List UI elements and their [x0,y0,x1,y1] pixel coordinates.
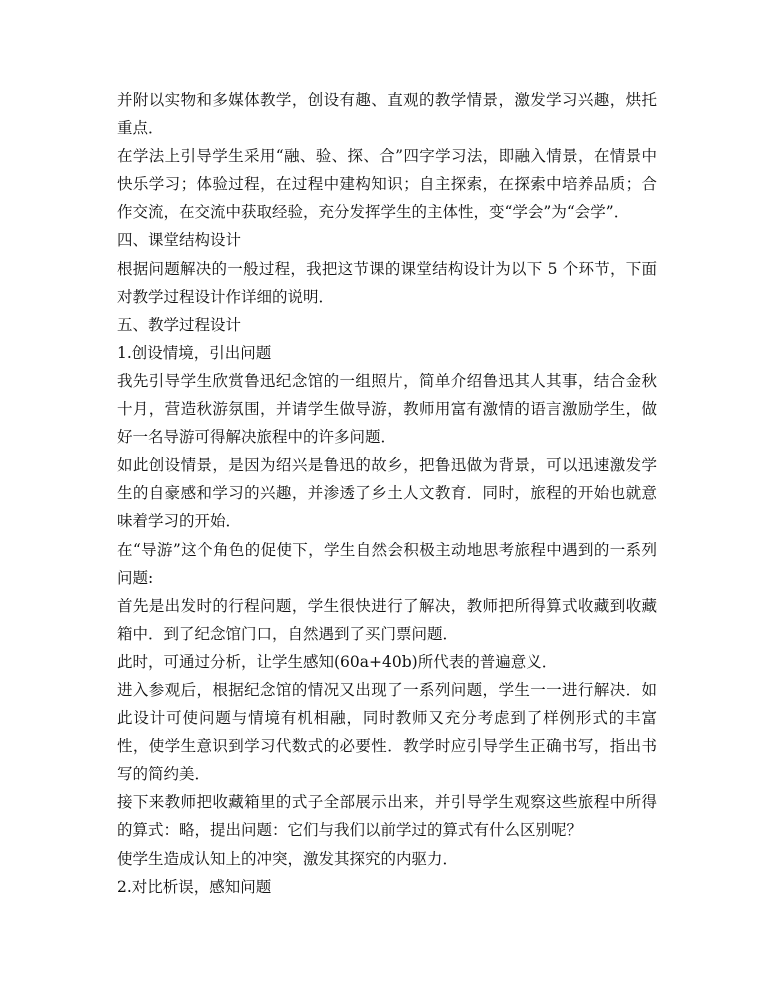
text-line: 问题: [117,568,154,587]
text-line: 在学法上引导学生采用“融、验、探、合”四字学习法，即融入情景，在情景中 [117,147,657,166]
text-line: 对教学过程设计作详细的说明． [117,287,335,306]
text-line: 2.对比析误，感知问题 [117,877,272,896]
text-line: 生的自豪感和学习的兴趣，并渗透了乡土人文教育．同时，旅程的开始也就意 [117,484,657,503]
text-line: 如此创设情景，是因为绍兴是鲁迅的故乡，把鲁迅做为背景，可以迅速激发学 [117,456,657,475]
text-line: 十月，营造秋游氛围，并请学生做导游，教师用富有激情的语言激励学生，做 [117,400,657,419]
text-line: 作交流，在交流中获取经验，充分发挥学生的主体性，变“学会”为“会学”． [117,203,630,222]
text-line: 好一名导游可得解决旅程中的许多问题． [117,428,397,447]
text-line: 此时，可通过分析，让学生感知(60a+40b)所代表的普遍意义． [117,652,558,671]
text-line: 性，使学生意识到学习代数式的必要性．教学时应引导学生正确书写，指出书 [117,737,657,756]
text-line: 的算式：略，提出问题：它们与我们以前学过的算式有什么区别呢？ [117,821,583,840]
document-body [117,86,657,901]
text-line: 使学生造成认知上的冲突，激发其探究的内驱力． [117,849,459,868]
text-line: 快乐学习；体验过程，在过程中建构知识；自主探索，在探索中培养品质；合 [117,175,657,194]
text-line: 箱中．到了纪念馆门口，自然遇到了买门票问题． [117,624,459,643]
text-line: 重点． [117,119,164,138]
text-line: 进入参观后，根据纪念馆的情况又出现了一系列问题，学生一一进行解决．如 [117,680,657,699]
text-line: 味着学习的开始． [117,512,242,531]
text-line: 此设计可使问题与情境有机相融，同时教师又充分考虑到了样例形式的丰富 [117,709,657,728]
text-line: 根据问题解决的一般过程，我把这节课的课堂结构设计为以下 5 个环节，下面 [117,259,657,278]
text-line: 五、教学过程设计 [117,315,242,334]
text-line: 接下来教师把收藏箱里的式子全部展示出来，并引导学生观察这些旅程中所得 [117,793,657,812]
text-line: 1.创设情境，引出问题 [117,343,272,362]
text-line: 写的简约美． [117,765,211,784]
text-line: 在“导游”这个角色的促使下，学生自然会积极主动地思考旅程中遇到的一系列 [117,540,657,559]
text-line: 四、课堂结构设计 [117,231,242,250]
text-line: 我先引导学生欣赏鲁迅纪念馆的一组照片，简单介绍鲁迅其人其事，结合金秋 [117,371,657,390]
text-line: 并附以实物和多媒体教学，创设有趣、直观的教学情景，激发学习兴趣，烘托 [117,91,657,109]
text-line: 首先是出发时的行程问题，学生很快进行了解决，教师把所得算式收藏到收藏 [117,596,657,615]
